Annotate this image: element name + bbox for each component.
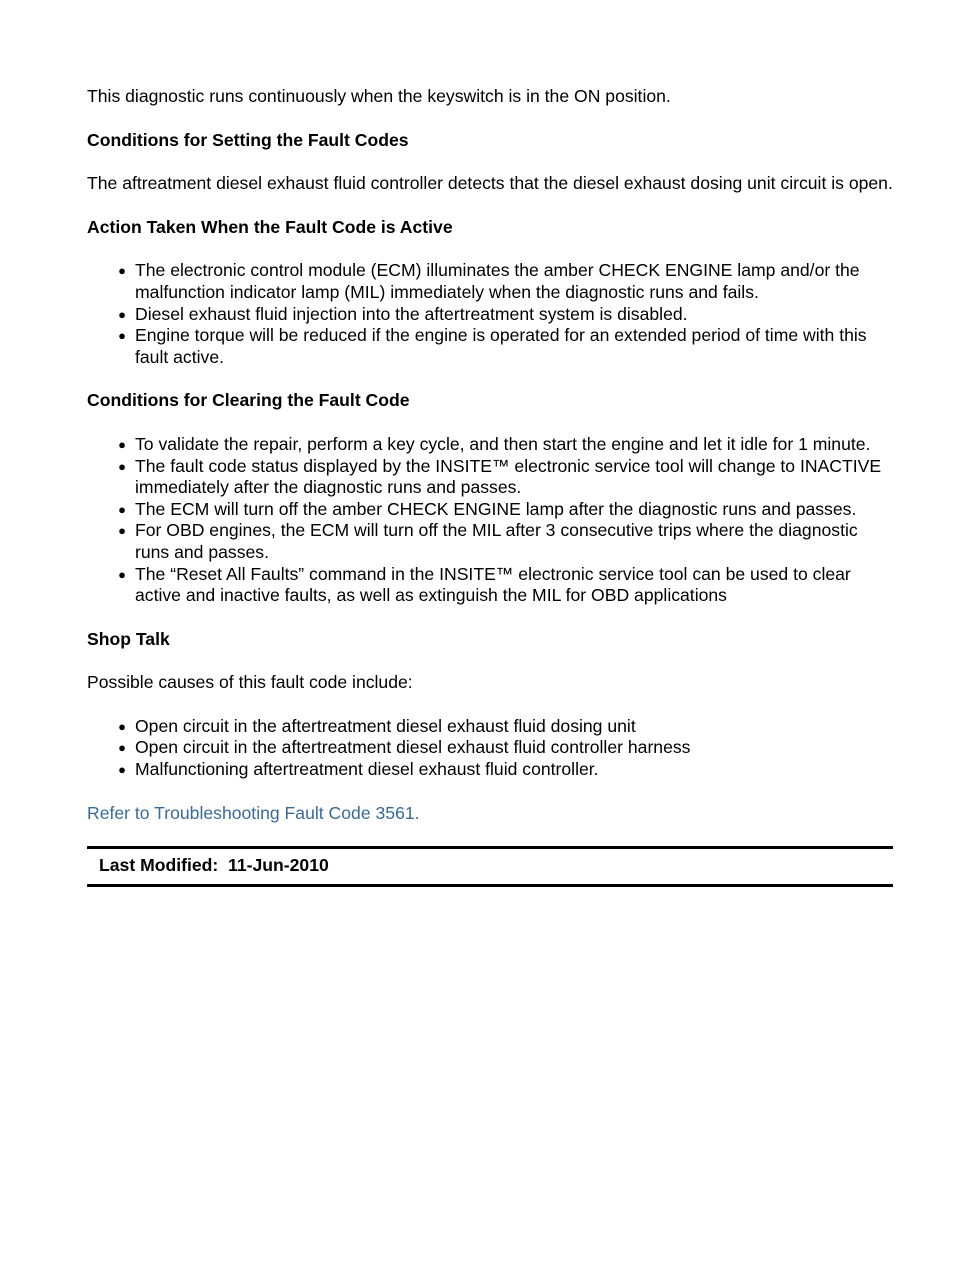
list-item xyxy=(118,520,893,563)
troubleshooting-link[interactable]: Refer to Troubleshooting Fault Code 3561. xyxy=(87,802,420,823)
bullet-icon: ● xyxy=(118,436,126,452)
list-item-text: The “Reset All Faults” command in the INSITE™ electronic service tool can be used to clear active and inactive faults, as well as extinguish the MIL for OBD applications xyxy=(135,563,851,606)
list-item-text: Malfunctioning aftertreatment diesel exhaust fluid controller. xyxy=(135,759,599,780)
list-item xyxy=(118,433,893,456)
bullet-icon: ● xyxy=(118,566,126,582)
list-item-text: Diesel exhaust fluid injection into the aftertreatment system is disabled. xyxy=(135,303,688,324)
clearing-list xyxy=(87,434,893,607)
list-item xyxy=(118,260,893,303)
list-item-text: The ECM will turn off the amber CHECK ENGINE lamp after the diagnostic runs and passes. xyxy=(135,498,857,519)
list-item xyxy=(118,759,893,781)
bullet-icon: ● xyxy=(118,458,126,474)
bullet-icon: ● xyxy=(118,762,126,778)
bullet-icon: ● xyxy=(118,523,126,539)
heading-action: Action Taken When the Fault Code is Active xyxy=(87,216,453,237)
last-modified-date: 11-Jun-2010 xyxy=(228,855,329,876)
action-list xyxy=(87,260,893,368)
heading-setting: Conditions for Setting the Fault Codes xyxy=(87,129,409,150)
bullet-icon: ● xyxy=(118,306,126,322)
list-item-text: For OBD engines, the ECM will turn off the MIL after 3 consecutive trips where the diagnostic runs and passes. xyxy=(135,520,858,562)
shop-talk-text: Possible causes of this fault code include: xyxy=(87,672,413,693)
list-item-text: The fault code status displayed by the INSITE™ electronic service tool will change to INACTIVE immediately after the diagnostic runs and passes. xyxy=(135,455,882,498)
list-item xyxy=(118,455,893,499)
setting-text: The aftreatment diesel exhaust fluid controller detects that the diesel exhaust dosing unit circuit is open. xyxy=(87,173,893,194)
list-item xyxy=(118,563,893,607)
last-modified-footer xyxy=(87,846,893,887)
bullet-icon: ● xyxy=(118,263,126,279)
heading-shop-talk: Shop Talk xyxy=(87,628,170,649)
list-item xyxy=(118,498,893,521)
bullet-icon: ● xyxy=(118,501,126,517)
list-item-text: Open circuit in the aftertreatment diesel exhaust fluid controller harness xyxy=(135,737,691,758)
causes-list xyxy=(87,716,893,781)
list-item xyxy=(118,737,893,759)
list-item-text: The electronic control module (ECM) illuminates the amber CHECK ENGINE lamp and/or the malfunction indicator lamp (MIL) immediately when the diagnostic runs and fails. xyxy=(135,260,860,302)
list-item-text: Engine torque will be reduced if the engine is operated for an extended period of time with this fault active. xyxy=(135,325,867,367)
last-modified-label: Last Modified: xyxy=(99,855,219,876)
intro-text: This diagnostic runs continuously when the keyswitch is in the ON position. xyxy=(87,86,671,106)
heading-clearing: Conditions for Clearing the Fault Code xyxy=(87,390,410,411)
bullet-icon: ● xyxy=(118,328,126,344)
bullet-icon: ● xyxy=(118,740,126,756)
list-item xyxy=(118,303,893,326)
list-item-text: Open circuit in the aftertreatment diesel exhaust fluid dosing unit xyxy=(135,715,636,736)
bullet-icon: ● xyxy=(118,718,126,734)
list-item xyxy=(118,325,893,368)
document-page xyxy=(87,86,893,887)
list-item xyxy=(118,715,893,738)
list-item-text: To validate the repair, perform a key cycle, and then start the engine and let it idle for 1 minute. xyxy=(135,433,871,454)
